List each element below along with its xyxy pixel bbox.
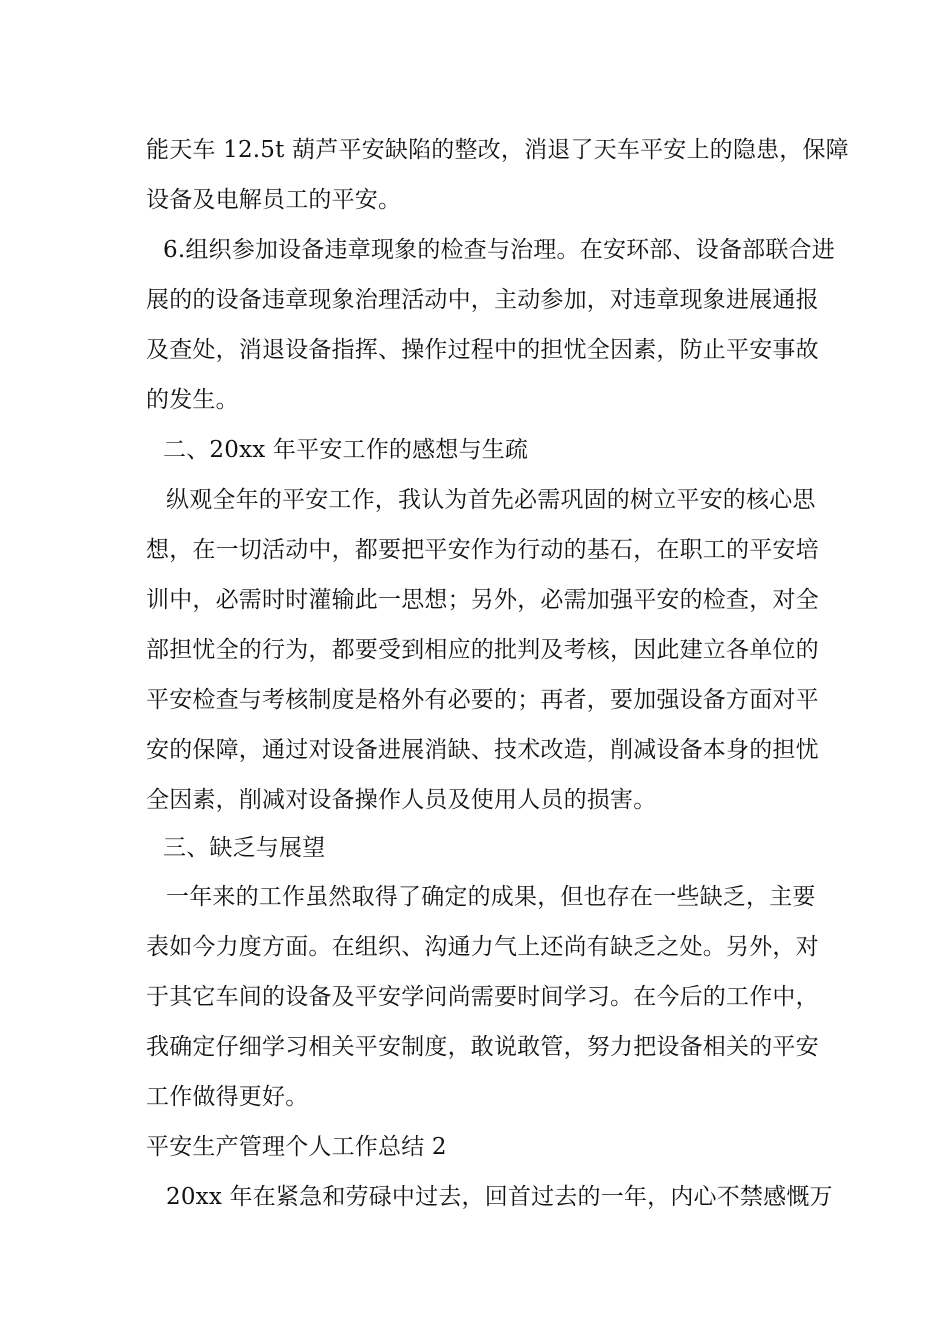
paragraph-line: 平安检查与考核制度是格外有必要的；再者，要加强设备方面对平 [146,687,819,713]
paragraph-line: 及查处，消退设备指挥、操作过程中的担忧全因素，防止平安事故 [146,337,819,363]
paragraph-line: 能天车 12.5t 葫芦平安缺陷的整改，消退了天车平安上的隐患，保障 [146,137,849,163]
paragraph-line: 部担忧全的行为，都要受到相应的批判及考核，因此建立各单位的 [146,637,819,663]
paragraph-line: 于其它车间的设备及平安学问尚需要时间学习。在今后的工作中， [146,984,819,1010]
paragraph-line: 表如今力度方面。在组织、沟通力气上还尚有缺乏之处。另外，对 [146,934,819,960]
paragraph-line: 展的的设备违章现象治理活动中，主动参加，对违章现象进展通报 [146,287,819,313]
document-title: 平安生产管理个人工作总结 2 [146,1134,447,1160]
paragraph-line: 20xx 年在紧急和劳碌中过去，回首过去的一年，内心不禁感慨万 [166,1184,833,1210]
paragraph-line: 训中，必需时时灌输此一思想；另外，必需加强平安的检查，对全 [146,587,819,613]
section-heading: 二、20xx 年平安工作的感想与生疏 [163,437,529,463]
paragraph-line: 想，在一切活动中，都要把平安作为行动的基石，在职工的平安培 [146,537,819,563]
paragraph-line: 安的保障，通过对设备进展消缺、技术改造，削减设备本身的担忧 [146,737,819,763]
paragraph-line: 6.组织参加设备违章现象的检查与治理。在安环部、设备部联合进 [163,237,835,263]
section-heading: 三、缺乏与展望 [163,835,326,861]
paragraph-line: 纵观全年的平安工作，我认为首先必需巩固的树立平安的核心思 [166,487,816,513]
paragraph-line: 一年来的工作虽然取得了确定的成果，但也存在一些缺乏，主要 [166,884,816,910]
paragraph-line: 的发生。 [146,387,239,413]
paragraph-line: 全因素，削减对设备操作人员及使用人员的损害。 [146,787,657,813]
paragraph-line: 工作做得更好。 [146,1084,309,1110]
paragraph-line: 我确定仔细学习相关平安制度，敢说敢管，努力把设备相关的平安 [146,1034,819,1060]
paragraph-line: 设备及电解员工的平安。 [146,187,402,213]
